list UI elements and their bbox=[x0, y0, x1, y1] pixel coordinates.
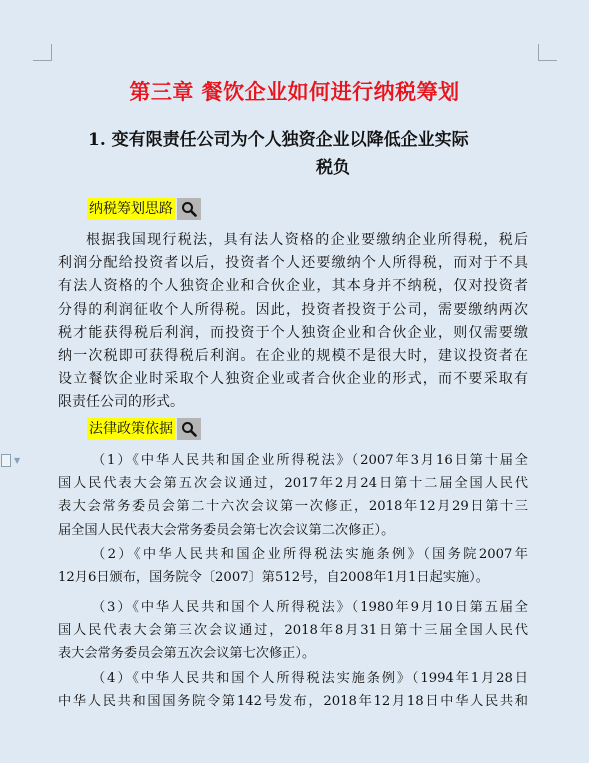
section-title-line-1: 1. 变有限责任公司为个人独资企业以降低企业实际 bbox=[88, 130, 469, 150]
paragraph-line: 有法人资格的个人独资企业和合伙企业，其本身并不纳税，仅对投资者 bbox=[58, 278, 528, 295]
margin-corner-top-left bbox=[33, 44, 52, 61]
law-item-4 bbox=[58, 667, 528, 713]
paragraph-line: 分得的利润征收个人所得税。因此，投资者投资于公司，需要缴纳两次 bbox=[58, 301, 528, 318]
paragraph-line: 纳一次税即可获得税后利润。在企业的规模不是很大时，建议投资者在 bbox=[58, 348, 528, 365]
magnifier-icon bbox=[177, 198, 201, 220]
document-options-icon[interactable]: ▼ bbox=[0, 452, 22, 468]
law-line: 国人民代表大会第五次会议通过，2017年2月24日第十二届全国人民代 bbox=[58, 476, 528, 492]
legal-label: 法律政策依据 bbox=[87, 418, 175, 440]
magnifier-icon bbox=[177, 418, 201, 440]
law-item-2 bbox=[58, 543, 528, 589]
paragraph-line: 根据我国现行税法，具有法人资格的企业要缴纳企业所得税，税后 bbox=[86, 232, 528, 248]
law-line: 12月6日颁布，国务院令〔2007〕第512号，自2008年1月1日起实施）。 bbox=[58, 570, 489, 586]
paragraph-line: 设立餐饮企业时采取个人独资企业或者合伙企业的形式，而不要采取有 bbox=[58, 371, 528, 388]
law-line: （1）《中华人民共和国企业所得税法》（2007年3月16日第十届全 bbox=[92, 453, 528, 468]
planning-label-row bbox=[87, 197, 201, 221]
paragraph-line: 税才能获得税后利润，而投资于个人独资企业和合伙企业，则仅需要缴 bbox=[58, 324, 528, 341]
section-title bbox=[88, 126, 538, 182]
paragraph-line: 利润分配给投资者以后，投资者个人还要缴纳个人所得税，而对于不具 bbox=[58, 255, 528, 272]
main-paragraph bbox=[58, 229, 528, 415]
section-title-line-2: 税负 bbox=[316, 158, 350, 178]
margin-corner-top-right bbox=[538, 44, 557, 61]
law-line: 表大会常务委员会第五次会议第七次修正）。 bbox=[58, 646, 316, 662]
law-line: 中华人民共和国国务院令第142号发布，2018年12月18日中华人民共和 bbox=[58, 694, 528, 710]
law-line: （4）《中华人民共和国个人所得税法实施条例》（1994年1月28日 bbox=[92, 671, 528, 686]
law-item-3 bbox=[58, 596, 528, 666]
law-line: 国人民代表大会第三次会议通过，2018年8月31日第十三届全国人民代 bbox=[58, 623, 528, 639]
law-line: 表大会常务委员会第二十六次会议第一次修正，2018年12月29日第十三 bbox=[58, 499, 528, 515]
chapter-title: 第三章 餐饮企业如何进行纳税筹划 bbox=[129, 79, 460, 104]
legal-label-row bbox=[87, 417, 201, 441]
law-item-1 bbox=[58, 449, 528, 542]
planning-label: 纳税筹划思路 bbox=[87, 198, 175, 220]
law-line: （3）《中华人民共和国个人所得税法》（1980年9月10日第五届全 bbox=[92, 600, 528, 615]
law-line: （2）《中华人民共和国企业所得税法实施条例》（国务院2007年 bbox=[92, 547, 528, 562]
paragraph-line: 限责任公司的形式。 bbox=[58, 394, 184, 411]
law-line: 届全国人民代表大会常务委员会第七次会议第二次修正）。 bbox=[58, 522, 395, 538]
